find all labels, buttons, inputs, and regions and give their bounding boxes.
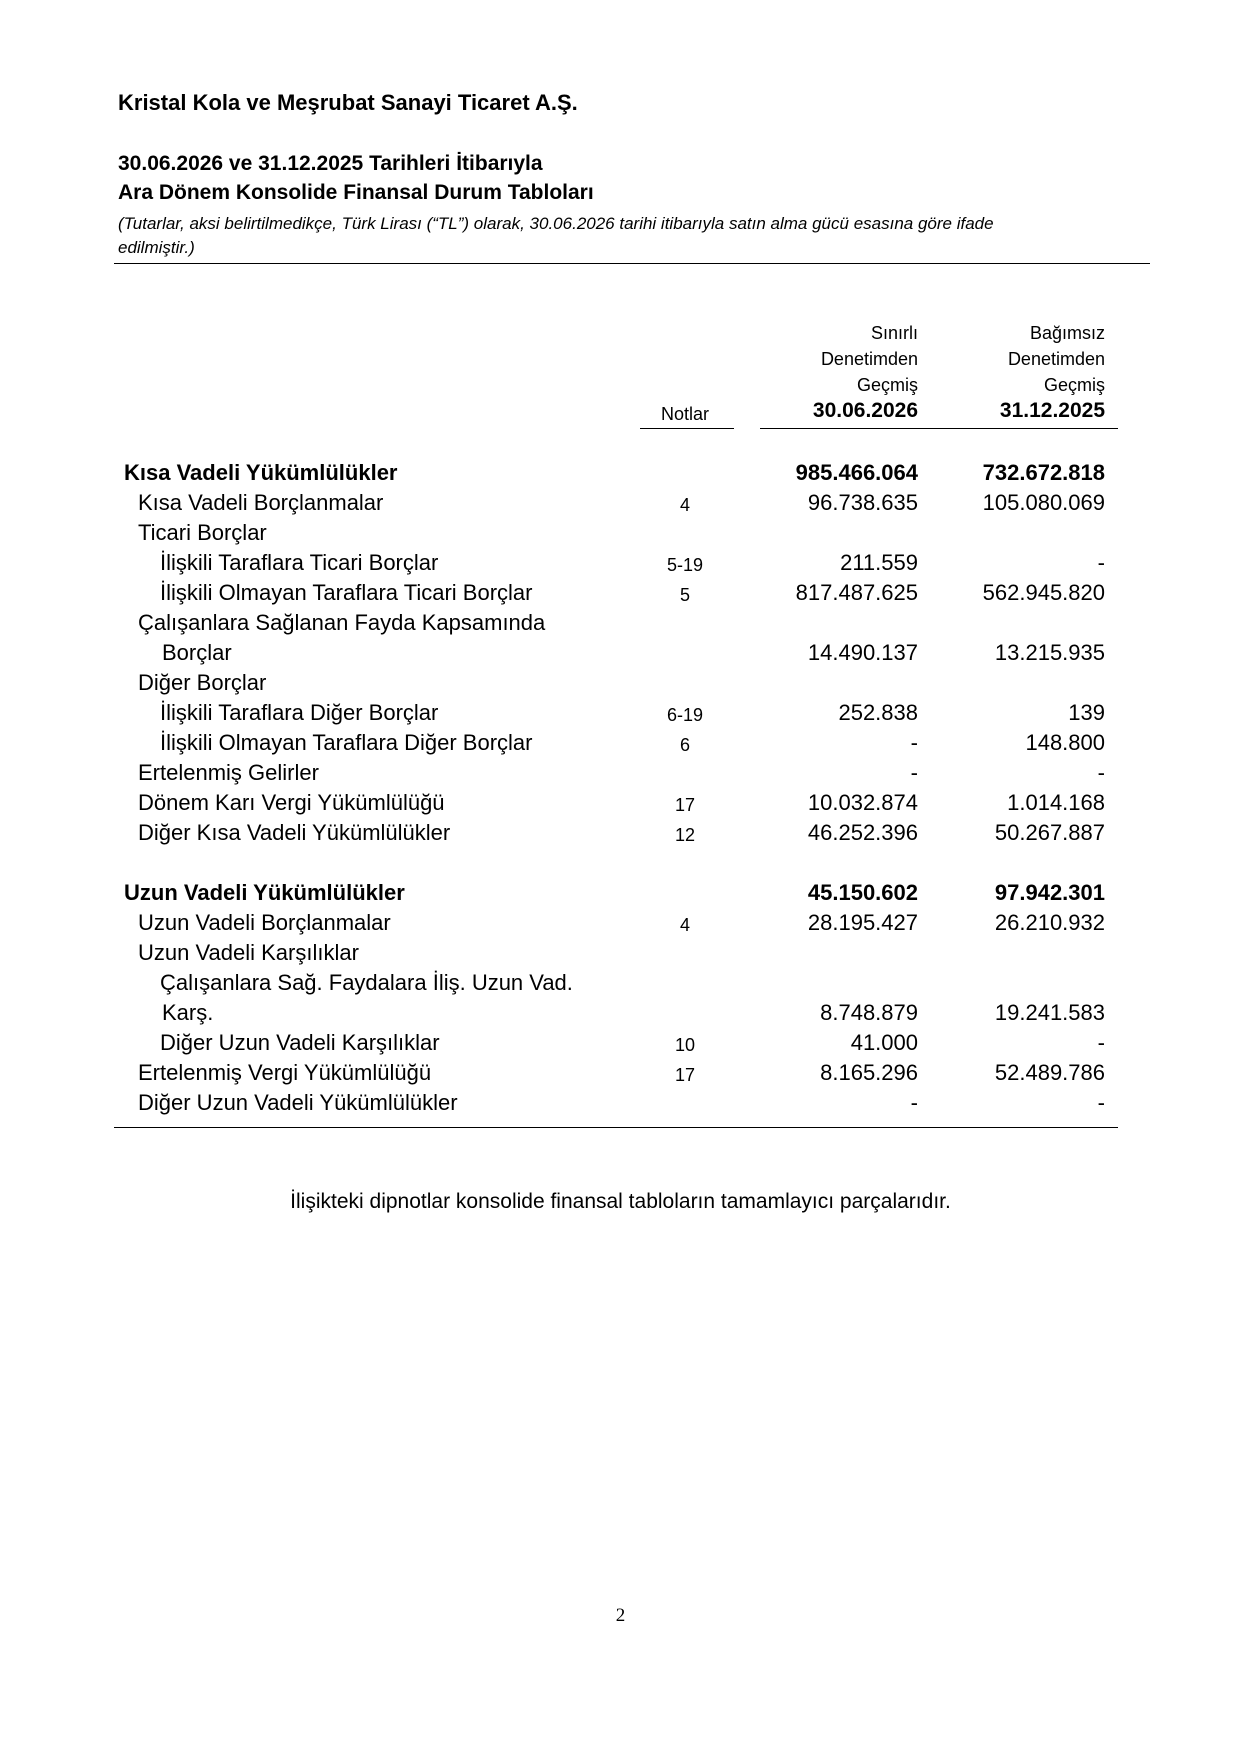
row-value-prior: 52.489.786	[994, 1060, 1105, 1085]
statement-subtitle	[118, 212, 1138, 260]
row-note: 6-19	[666, 705, 704, 725]
table-row	[0, 1000, 1241, 1030]
row-value-current: 211.559	[840, 550, 918, 575]
statement-date-title: 30.06.2026 ve 31.12.2025 Tarihleri İtibarıyla	[118, 152, 543, 175]
row-value-current: 817.487.625	[795, 580, 918, 605]
row-value-prior: 97.942.301	[994, 880, 1105, 905]
row-note: 4	[679, 915, 690, 935]
row-value-prior: 1.014.168	[1007, 790, 1105, 815]
row-note: 5	[679, 585, 690, 605]
statement-title: Ara Dönem Konsolide Finansal Durum Tabloları	[118, 181, 594, 204]
row-note: 10	[674, 1035, 696, 1055]
column-header-current-date: 30.06.2026	[812, 399, 918, 422]
table-row	[0, 1090, 1241, 1120]
row-value-prior: -	[1097, 550, 1105, 575]
column-header-prior-line3: Geçmiş	[1043, 375, 1105, 395]
row-value-current: -	[910, 730, 918, 755]
values-header-rule	[760, 428, 1118, 429]
row-value-prior: 139	[1068, 700, 1105, 725]
table-row	[0, 880, 1241, 910]
row-value-prior: 13.215.935	[994, 640, 1105, 665]
row-value-current: -	[910, 1090, 918, 1115]
row-note: 17	[674, 1065, 696, 1085]
column-header-prior-date: 31.12.2025	[999, 399, 1105, 422]
table-row	[0, 790, 1241, 820]
row-label: Ertelenmiş Vergi Yükümlülüğü	[138, 1060, 432, 1085]
row-label: Dönem Karı Vergi Yükümlülüğü	[138, 790, 445, 815]
row-value-prior: 148.800	[1025, 730, 1105, 755]
table-row	[0, 730, 1241, 760]
header-divider	[114, 263, 1150, 264]
table-row	[0, 460, 1241, 490]
row-label: İlişkili Olmayan Taraflara Diğer Borçlar	[160, 730, 533, 755]
row-value-current: 985.466.064	[795, 460, 918, 485]
row-label: İlişkili Olmayan Taraflara Ticari Borçlar	[160, 580, 533, 605]
table-row	[0, 640, 1241, 670]
row-label: İlişkili Taraflara Ticari Borçlar	[160, 550, 439, 575]
column-header-current-line1: Sınırlı	[870, 323, 918, 343]
table-row	[0, 760, 1241, 790]
subtitle-line-2: edilmiştir.)	[118, 238, 195, 257]
row-label: Diğer Kısa Vadeli Yükümlülükler	[138, 820, 451, 845]
table-row	[0, 820, 1241, 850]
row-value-prior: -	[1097, 1030, 1105, 1055]
row-label: Diğer Uzun Vadeli Yükümlülükler	[138, 1090, 458, 1115]
row-value-current: 8.748.879	[820, 1000, 918, 1025]
table-row	[0, 700, 1241, 730]
row-value-current: 10.032.874	[807, 790, 918, 815]
row-label: Borçlar	[162, 640, 232, 665]
table-row	[0, 490, 1241, 520]
row-label: Uzun Vadeli Yükümlülükler	[124, 880, 405, 905]
row-label: Ertelenmiş Gelirler	[138, 760, 319, 785]
table-row	[0, 940, 1241, 970]
row-value-current: 41.000	[850, 1030, 918, 1055]
column-header-current-line3: Geçmiş	[856, 375, 918, 395]
row-value-prior: -	[1097, 760, 1105, 785]
table-row	[0, 970, 1241, 1000]
table-row	[0, 550, 1241, 580]
row-value-prior: 26.210.932	[994, 910, 1105, 935]
row-value-current: 46.252.396	[807, 820, 918, 845]
row-label: Uzun Vadeli Borçlanmalar	[138, 910, 391, 935]
row-value-prior: 50.267.887	[994, 820, 1105, 845]
table-row	[0, 1030, 1241, 1060]
table-row	[0, 670, 1241, 700]
table-row	[0, 520, 1241, 550]
row-value-current: 252.838	[838, 700, 918, 725]
table-row	[0, 1060, 1241, 1090]
row-label: İlişkili Taraflara Diğer Borçlar	[160, 700, 439, 725]
row-value-current: 8.165.296	[820, 1060, 918, 1085]
row-note: 17	[674, 795, 696, 815]
row-label: Karş.	[162, 1000, 214, 1025]
row-value-current: 45.150.602	[807, 880, 918, 905]
row-value-prior: 562.945.820	[982, 580, 1105, 605]
column-header-current-line2: Denetimden	[820, 349, 918, 369]
row-label: Uzun Vadeli Karşılıklar	[138, 940, 359, 965]
row-value-current: -	[910, 760, 918, 785]
column-header-prior-line1: Bağımsız	[1029, 323, 1105, 343]
row-label: Çalışanlara Sağlanan Fayda Kapsamında	[138, 610, 546, 635]
row-value-prior: 105.080.069	[982, 490, 1105, 515]
page-number: 2	[615, 1605, 626, 1626]
company-name: Kristal Kola ve Meşrubat Sanayi Ticaret A.Ş.	[118, 90, 578, 115]
footnote: İlişikteki dipnotlar konsolide finansal tabloların tamamlayıcı parçalarıdır.	[290, 1190, 951, 1213]
table-bottom-rule	[114, 1127, 1118, 1128]
table-row	[0, 910, 1241, 940]
row-value-prior: 19.241.583	[994, 1000, 1105, 1025]
notes-header-rule	[640, 428, 734, 429]
column-header-notes: Notlar	[660, 404, 709, 424]
row-note: 5-19	[666, 555, 704, 575]
row-value-prior: 732.672.818	[982, 460, 1105, 485]
row-note: 6	[679, 735, 690, 755]
row-value-current: 28.195.427	[807, 910, 918, 935]
row-value-current: 96.738.635	[807, 490, 918, 515]
table-row	[0, 580, 1241, 610]
subtitle-line-1: (Tutarlar, aksi belirtilmedikçe, Türk Lirası (“TL”) olarak, 30.06.2026 tarihi itibarıyla satın alma gücü esasına göre ifade	[118, 214, 994, 233]
row-label: Kısa Vadeli Borçlanmalar	[138, 490, 384, 515]
column-header-prior-line2: Denetimden	[1007, 349, 1105, 369]
row-label: Diğer Uzun Vadeli Karşılıklar	[160, 1030, 440, 1055]
row-value-current: 14.490.137	[807, 640, 918, 665]
row-label: Diğer Borçlar	[138, 670, 267, 695]
row-label: Ticari Borçlar	[138, 520, 267, 545]
row-label: Kısa Vadeli Yükümlülükler	[124, 460, 398, 485]
table-row	[0, 610, 1241, 640]
column-header-prior	[940, 320, 1105, 424]
row-label: Çalışanlara Sağ. Faydalara İliş. Uzun Vad.	[160, 970, 573, 995]
row-note: 4	[679, 495, 690, 515]
row-value-prior: -	[1097, 1090, 1105, 1115]
column-header-current	[760, 320, 918, 424]
row-note: 12	[674, 825, 696, 845]
